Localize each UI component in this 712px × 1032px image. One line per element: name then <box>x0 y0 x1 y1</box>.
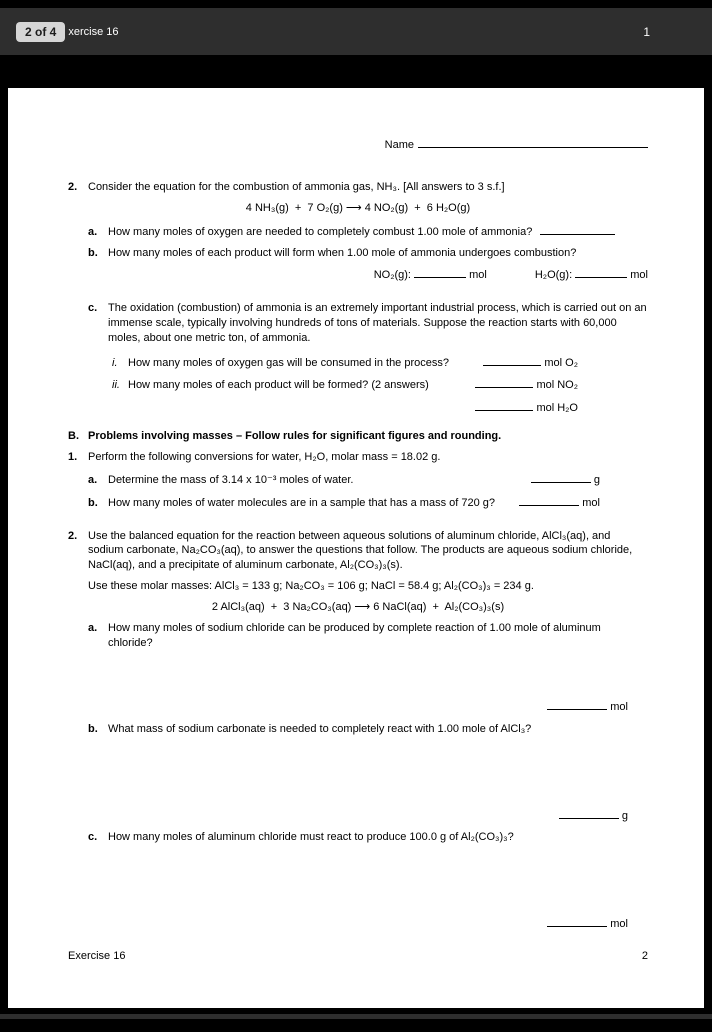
h2o-label: H₂O(g): <box>534 269 573 282</box>
answer-b1b <box>519 494 600 511</box>
answer-b2c <box>68 915 648 932</box>
no2-label: NO₂(g): <box>373 269 411 282</box>
answer-blank-b2a <box>547 698 607 710</box>
name-line <box>68 136 648 153</box>
unit-b2a: mol <box>610 701 628 714</box>
question-b1a-number: a. <box>88 473 98 486</box>
name-label: Name <box>384 139 414 151</box>
question-b2b-text: What mass of sodium carbonate is needed to completely react with 1.00 mole of AlCl₃? <box>108 723 532 736</box>
bottom-viewer-strip <box>0 1014 712 1019</box>
question-2b-text: How many moles of each product will form when 1.00 mole of ammonia undergoes combustion? <box>108 247 577 260</box>
question-b2c-number: c. <box>88 830 98 843</box>
question-b2a <box>88 621 648 651</box>
answer-blank-b2c <box>547 915 607 927</box>
answer-blank-2c-i <box>483 354 541 366</box>
document-title: xercise 16 <box>68 25 119 38</box>
answer-blank-2c-ii-1 <box>475 376 533 388</box>
question-2b-answers <box>68 266 648 283</box>
answer-blank-b2b <box>559 807 619 819</box>
question-2-number: 2. <box>68 180 78 193</box>
answer-2c-ii-2 <box>68 399 648 416</box>
question-b2-text: Use the balanced equation for the reaction between aqueous solutions of aluminum chloride, AlCl₃(aq), and sodium carbonate, Na₂CO₃(aq), to answer the questions that follow. The products are aqueous sodium chloride, NaCl(aq), and a precipitate of aluminum carbonate, Al₂(CO₃)₃(s). <box>88 529 633 572</box>
question-2 <box>68 180 648 195</box>
unit-b1a: g <box>593 473 600 486</box>
answer-blank-2a <box>540 223 615 235</box>
question-2c-ii-text: How many moles of each product will be formed? (2 answers) <box>128 379 429 392</box>
footer-page-number: 2 <box>641 950 648 963</box>
question-2b-number: b. <box>88 247 98 260</box>
question-b1b-number: b. <box>88 496 98 509</box>
question-2a-text: How many moles of oxygen are needed to completely combust 1.00 mole of ammonia? <box>108 225 533 238</box>
question-2c-number: c. <box>88 302 98 315</box>
question-b2a-text: How many moles of sodium chloride can be produced by complete reaction of 1.00 mole of aluminum chloride? <box>108 621 601 649</box>
current-page-indicator: 1 <box>643 24 650 39</box>
h2o-unit: mol <box>630 269 648 282</box>
question-2c-i <box>112 354 648 371</box>
question-2a <box>88 223 648 240</box>
question-b1-text: Perform the following conversions for water, H₂O, molar mass = 18.02 g. <box>88 450 441 463</box>
question-b2b <box>88 722 648 737</box>
unit-b2c: mol <box>610 917 628 930</box>
question-2c-i-number: i. <box>112 356 118 369</box>
molar-masses-line: Use these molar masses: AlCl₃ = 133 g; Na₂CO₃ = 106 g; NaCl = 58.4 g; Al₂(CO₃)₃ = 234 g. <box>88 580 534 593</box>
question-b2c-text: How many moles of aluminum chloride must react to produce 100.0 g of Al₂(CO₃)₃? <box>108 830 514 843</box>
answer-b2a <box>68 698 648 715</box>
unit-b1b: mol <box>582 496 600 509</box>
no2-answer-group <box>374 266 487 283</box>
answer-blank-b1a <box>531 471 591 483</box>
question-2a-body <box>108 223 648 240</box>
question-b1b <box>88 494 648 511</box>
question-b1a <box>88 471 648 488</box>
question-2c-ii-number: ii. <box>112 379 120 392</box>
question-b2-number: 2. <box>68 529 78 542</box>
answer-2c-i <box>483 354 578 371</box>
answer-blank-no2 <box>414 266 466 278</box>
unit-2c-i: mol O₂ <box>544 356 578 369</box>
unit-b2b: g <box>621 810 628 823</box>
question-2c-ii <box>112 376 648 393</box>
section-b-number: B. <box>68 430 79 443</box>
question-b1b-text: How many moles of water molecules are in a sample that has a mass of 720 g? <box>108 496 496 509</box>
question-b1 <box>68 450 648 465</box>
question-2-text: Consider the equation for the combustion of ammonia gas, NH₃. [All answers to 3 s.f.] <box>88 180 505 193</box>
document-viewer-screen <box>0 8 712 1032</box>
h2o-answer-group <box>535 266 648 283</box>
worksheet-page[interactable] <box>8 88 704 1008</box>
question-b2 <box>68 529 648 574</box>
section-b-heading <box>68 429 648 444</box>
unit-2c-ii-1: mol NO₂ <box>536 379 578 392</box>
answer-b2b <box>68 807 648 824</box>
no2-unit: mol <box>469 269 487 282</box>
page-footer <box>68 949 648 964</box>
question-2c-text: The oxidation (combustion) of ammonia is an extremely important industrial process, which is carried out on an immense scale, typically involving hundreds of tons of materials. Suppose the reaction starts with 60,000 moles, about one metric ton, of ammonia. <box>108 302 647 344</box>
page-count-badge: 2 of 4 <box>16 22 65 42</box>
name-blank <box>418 136 648 148</box>
question-2c-i-text: How many moles of oxygen gas will be consumed in the process? <box>128 356 449 369</box>
answer-blank-2c-ii-2 <box>475 399 533 411</box>
question-b1a-text: Determine the mass of 3.14 x 10⁻³ moles of water. <box>108 473 354 486</box>
question-b1-number: 1. <box>68 450 78 463</box>
question-2c <box>88 301 648 346</box>
answer-blank-b1b <box>519 494 579 506</box>
question-2b <box>88 246 648 261</box>
question-b2a-number: a. <box>88 621 98 634</box>
unit-2c-ii-2: mol H₂O <box>536 402 578 415</box>
section-b-title: Problems involving masses – Follow rules for significant figures and rounding. <box>88 430 502 443</box>
aluminum-chloride-equation: 2 AlCl₃(aq) + 3 Na₂CO₃(aq) ⟶ 6 NaCl(aq) + Al₂(CO₃)₃(s) <box>211 600 505 613</box>
ammonia-combustion-equation: 4 NH₃(g) + 7 O₂(g) ⟶ 4 NO₂(g) + 6 H₂O(g) <box>245 201 471 214</box>
viewer-toolbar <box>0 8 712 55</box>
question-b2b-number: b. <box>88 723 98 736</box>
question-2a-number: a. <box>88 225 98 238</box>
answer-blank-h2o <box>575 266 627 278</box>
answer-b1a <box>531 471 600 488</box>
question-b2c <box>88 830 648 845</box>
answer-2c-ii-1 <box>475 376 578 393</box>
footer-exercise-label: Exercise 16 <box>68 950 126 963</box>
